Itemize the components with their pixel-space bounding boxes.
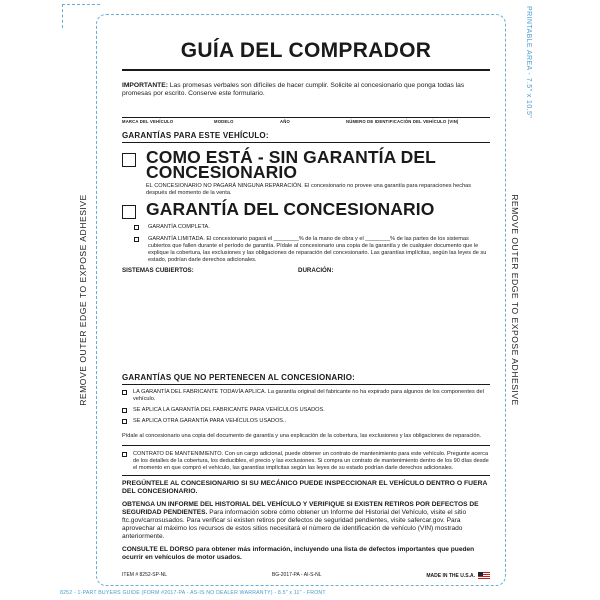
item-number: ITEM # 8252-SP-NL: [122, 571, 168, 578]
divider: [122, 445, 490, 446]
full-warranty-option: [134, 224, 490, 231]
form-code: BG-2017-PA - AI-S-NL: [271, 571, 322, 578]
history-text: Para información sobre cómo obtener un Informe del Historial del Vehículo, visite el sitio ftc.gov/carrosusados. Para verificar si existen retiros por defectos de seguridad pendientes, visite safercar.gov. Para aprovechar al máximo los recursos de estos sitios necesitará el número de identificación de vehículo (VIN) mostrado anteriormente.: [122, 508, 467, 540]
back-notice: [122, 546, 490, 562]
used-manufacturer-option: [122, 407, 490, 414]
full-warranty-checkbox[interactable]: [134, 225, 139, 230]
important-label: IMPORTANTE:: [122, 82, 168, 89]
divider: [122, 475, 490, 476]
limited-warranty-checkbox[interactable]: [134, 237, 139, 242]
buyers-guide-form: [122, 34, 490, 579]
form-footer: [122, 572, 490, 579]
systems-entry-area[interactable]: [122, 274, 490, 366]
made-in-usa: MADE IN THE U.S.A.: [426, 572, 490, 579]
as-is-title: COMO ESTÁ - SIN GARANTÍA DEL CONCESIONARIO: [146, 146, 436, 182]
right-edge-instruction: REMOVE OUTER EDGE TO EXPOSE ADHESIVE: [510, 194, 520, 406]
ask-copy-text: Pídale al concesionario una copia del documento de garantía y una explicación de la cobertura, las exclusiones y las obligaciones de reparación.: [122, 432, 482, 439]
dealer-warranty-option: [122, 198, 490, 219]
model-label: MODELO: [214, 118, 234, 124]
service-contract-option: [122, 451, 490, 472]
manufacturer-warranty-checkbox[interactable]: [122, 390, 127, 395]
service-contract-checkbox[interactable]: [122, 452, 127, 457]
duration-label: DURACIÓN:: [298, 266, 334, 274]
manufacturer-warranty-option: [122, 389, 490, 403]
warranties-heading: GARANTÍAS PARA ESTE VEHÍCULO:: [122, 131, 490, 143]
limited-warranty-text: GARANTÍA LIMITADA. El concesionario pagará el ________% de la mano de obra y el ________% de las partes de los sistemas cubiertos que fallen durante el período de garantía. Pídale al concesionario una copia de la garantía y de cualquier documento que le explique la cobertura, las exclusiones y las obligaciones de reparación del concesionario. Las garantías implícitas, según las leyes de su estado, podrían darle derechos adicionales.: [148, 235, 487, 263]
limited-warranty-option: [134, 236, 490, 264]
important-notice: [122, 80, 490, 99]
used-manufacturer-text: SE APLICA LA GARANTÍA DEL FABRICANTE PARA VEHÍCULOS USADOS.: [133, 406, 325, 413]
back-bold: CONSULTE EL DORSO para obtener más información, incluyendo una lista de defectos importantes que pueden ocurrir en vehículos de motor usados.: [122, 545, 475, 561]
make-label: MARCA DEL VEHÍCULO: [122, 118, 174, 124]
service-contract-text: CONTRATO DE MANTENIMIENTO. Con un cargo adicional, puede obtener un contrato de mantenimiento para este vehículo. Pregunte acerca de los detalles de la cobertura, los deducibles, el precio y las exclusiones. Si compra un contrato de mantenimiento dentro de los 90 días desde el momento en que compró el vehículo, las garantías implícitas según las leyes de su estado podrían darle derechos adicionales.: [133, 450, 489, 471]
history-notice: [122, 501, 490, 541]
title-rule: [122, 69, 490, 71]
sheet-caption: 8252 - 1-PART BUYERS GUIDE (FORM #2017-PA - AS-IS NO DEALER WARRANTY) - 8.5" x 11" - FRONT: [60, 590, 326, 596]
used-manufacturer-checkbox[interactable]: [122, 408, 127, 413]
other-used-checkbox[interactable]: [122, 419, 127, 424]
corner-cut-guide: [62, 4, 100, 28]
year-label: AÑO: [280, 118, 290, 124]
vin-label: NÚMERO DE IDENTIFICACIÓN DEL VEHÍCULO (VIN): [346, 118, 459, 124]
as-is-option: [122, 146, 490, 182]
us-flag-icon: [478, 572, 490, 579]
vehicle-info-line[interactable]: [122, 110, 490, 118]
as-is-description: EL CONCESIONARIO NO PAGARÁ NINGUNA REPARACIÓN. El concesionario no provee una garantía para reparaciones hechas después del momento de la venta.: [146, 182, 472, 196]
inspection-notice: PREGÚNTELE AL CONCESIONARIO SI SU MECÁNICO PUEDE INSPECCIONAR EL VEHÍCULO DENTRO O FUERA DEL CONCESIONARIO.: [122, 479, 488, 495]
vehicle-field-labels: [122, 119, 490, 124]
dealer-warranty-title: GARANTÍA DEL CONCESIONARIO: [146, 198, 435, 219]
systems-covered-label: SISTEMAS CUBIERTOS:: [122, 266, 194, 274]
left-edge-instruction: REMOVE OUTER EDGE TO EXPOSE ADHESIVE: [78, 194, 88, 406]
form-title: GUÍA DEL COMPRADOR: [180, 39, 432, 62]
as-is-checkbox[interactable]: [122, 153, 136, 167]
dealer-warranty-checkbox[interactable]: [122, 205, 136, 219]
non-dealer-heading: GARANTÍAS QUE NO PERTENECEN AL CONCESIONARIO:: [122, 373, 490, 385]
full-warranty-label: GARANTÍA COMPLETA.: [148, 223, 210, 230]
manufacturer-warranty-text: LA GARANTÍA DEL FABRICANTE TODAVÍA APLICA. La garantía original del fabricante no ha expirado para algunos de los componentes del vehículo.: [133, 388, 484, 402]
systems-row: [122, 267, 490, 274]
history-bold: OBTENGA UN INFORME DEL HISTORIAL DEL VEHÍCULO Y VERIFIQUE SI EXISTEN RETIROS POR DEFECTOS DE SEGURIDAD PENDIENTES.: [122, 500, 479, 516]
other-used-text: SE APLICA OTRA GARANTÍA PARA VEHÍCULOS USADOS..: [133, 417, 287, 424]
important-text: Las promesas verbales son difíciles de hacer cumplir. Solicite al concesionario que ponga todas las promesas por escrito. Conserve este formulario.: [122, 82, 465, 98]
printable-area-note: PRINTABLE AREA - 7.5" x 10.5": [525, 6, 532, 119]
other-used-option: [122, 418, 490, 425]
